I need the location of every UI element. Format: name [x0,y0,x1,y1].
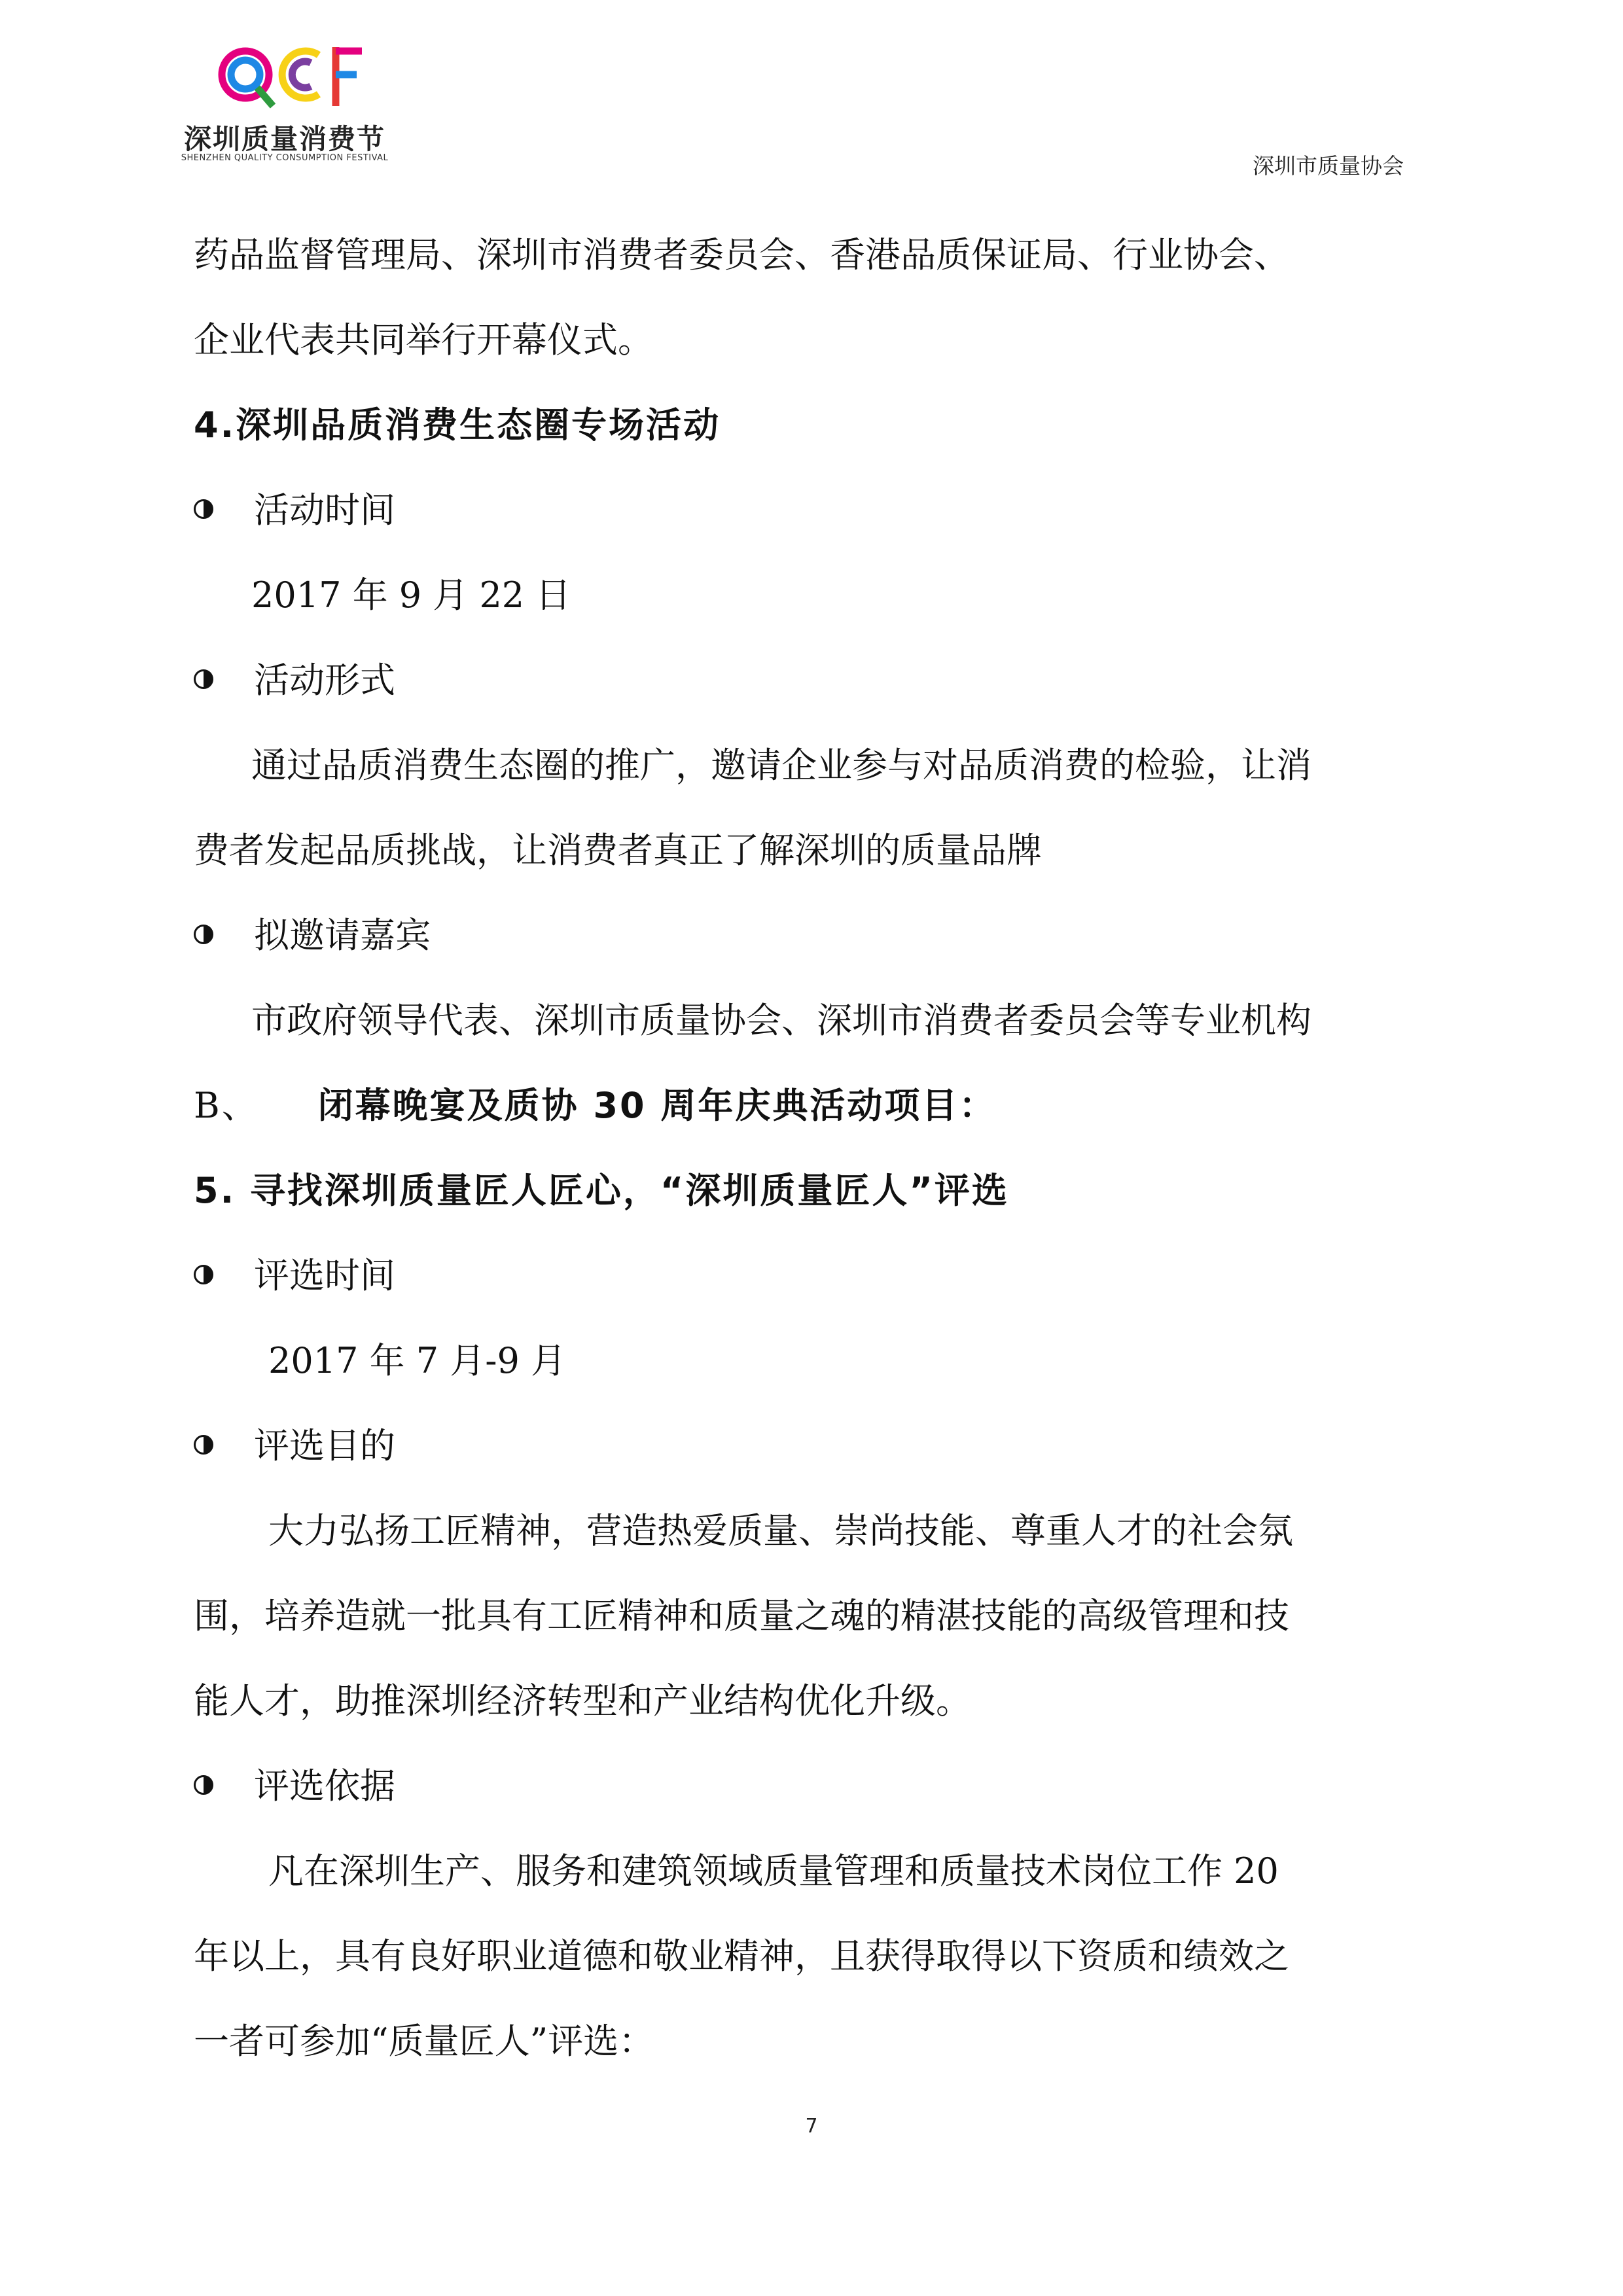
paragraph-line: 市政府领导代表、深圳市质量协会、深圳市消费者委员会等专业机构 [251,1000,1311,1041]
paragraph-line: 凡在深圳生产、服务和建筑领域质量管理和质量技术岗位工作 20 [268,1850,1279,1892]
half-circle-bullet-icon [194,1775,213,1795]
heading-text: 闭幕晚宴及质协 30 周年庆典活动项目： [317,1085,997,1126]
half-circle-bullet-icon [194,925,213,944]
logo-chinese-text: 深圳质量消费节 [183,123,385,155]
bullet-label: 评选目的 [254,1425,395,1466]
logo-english-text: SHENZHEN QUALITY CONSUMPTION FESTIVAL [181,153,389,163]
paragraph-line: 大力弘扬工匠精神，营造热爱质量、崇尚技能、尊重人才的社会氛 [268,1510,1293,1551]
paragraph-line: 企业代表共同举行开幕仪式。 [194,319,653,361]
bullet-item [194,1426,395,1466]
paragraph-line: 年以上，具有良好职业道德和敬业精神，且获得取得以下资质和绩效之 [194,1935,1289,1977]
qcf-logo-mark [213,41,363,113]
bullet-item [194,916,431,955]
bullet-item [194,1256,395,1296]
paragraph-line: 通过品质消费生态圈的推广，邀请企业参与对品质消费的检验，让消 [251,745,1311,786]
paragraph-line: 药品监督管理局、深圳市消费者委员会、香港品质保证局、行业协会、 [194,234,1289,275]
half-circle-bullet-icon [194,1265,213,1284]
bullet-value: 2017 年 9 月 22 日 [251,574,571,616]
paragraph-line: 能人才，助推深圳经济转型和产业结构优化升级。 [194,1680,971,1722]
bullet-label: 活动时间 [254,489,395,531]
festival-logo [167,41,402,171]
bullet-label: 评选依据 [254,1765,395,1807]
paragraph-line: 围，培养造就一批具有工匠精神和质量之魂的精湛技能的高级管理和技 [194,1595,1289,1636]
bullet-value: 2017 年 7 月-9 月 [268,1340,567,1381]
paragraph-line: 费者发起品质挑战，让消费者真正了解深圳的质量品牌 [194,830,1042,871]
paragraph-line: 一者可参加“质量匠人”评选： [194,2021,654,2062]
half-circle-bullet-icon [194,669,213,689]
section-heading-b [194,1086,996,1125]
organization-name: 深圳市质量协会 [1253,153,1404,179]
bullet-item [194,1767,395,1806]
bullet-label: 活动形式 [254,660,395,701]
bullet-label: 评选时间 [254,1255,395,1296]
bullet-item [194,661,395,700]
half-circle-bullet-icon [194,499,213,519]
heading-prefix: B、 [194,1085,259,1126]
section-heading-4: 4.深圳品质消费生态圈专场活动 [194,404,721,446]
half-circle-bullet-icon [194,1435,213,1455]
bullet-label: 拟邀请嘉宾 [254,915,431,956]
bullet-item [194,491,395,530]
section-heading-5: 5. 寻找深圳质量匠人匠心，“深圳质量匠人”评选 [194,1170,1009,1211]
page-number: 7 [805,2115,818,2138]
